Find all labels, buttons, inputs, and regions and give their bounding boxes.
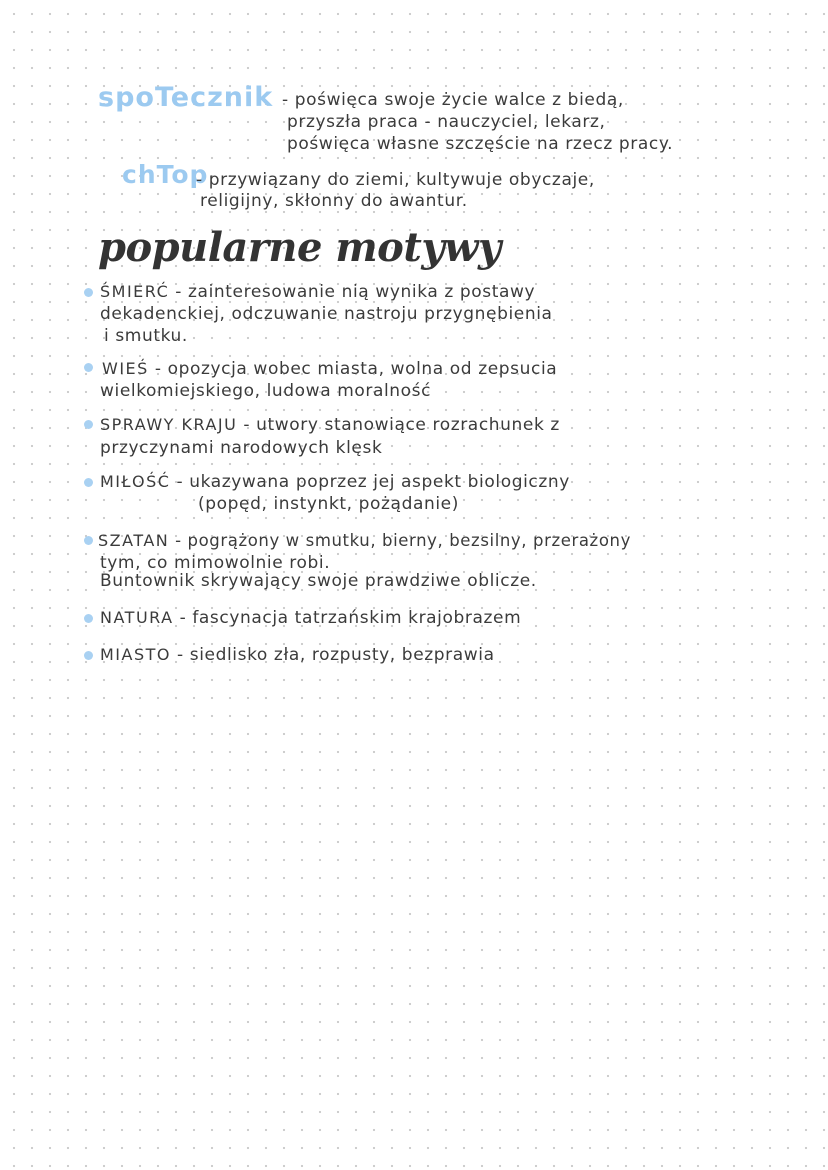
motif-line: dekadenckiej, odczuwanie nastroju przygnębienia	[100, 304, 553, 324]
motif-line: (popęd, instynkt, pożądanie)	[198, 494, 459, 514]
motif-name: ŚMIERĆ	[100, 282, 170, 301]
bullet-dot	[84, 363, 93, 372]
motif-row	[100, 645, 495, 665]
motif-row	[100, 608, 521, 628]
bullet-dot	[84, 651, 93, 660]
motif-text: - utwory stanowiące rozrachunek z	[243, 415, 560, 435]
motif-line: i smutku.	[104, 326, 188, 346]
section-heading: popularne motywy	[98, 224, 501, 271]
motif-name: MIASTO	[100, 645, 171, 664]
motif-text: - opozycja wobec miasta, wolna od zepsucia	[154, 359, 558, 379]
motif-line: wielkomiejskiego, ludowa moralność	[100, 381, 432, 401]
bullet-dot	[84, 478, 93, 487]
motif-text: - pogrążony w smutku, bierny, bezsilny, przerażony	[175, 531, 631, 550]
motif-row	[98, 531, 631, 550]
definition-line: religijny, skłonny do awantur.	[200, 191, 468, 211]
bullet-dot	[84, 420, 93, 429]
motif-name: SZATAN	[98, 531, 170, 550]
motif-text: - zainteresowanie nią wynika z postawy	[175, 282, 536, 302]
motif-row	[100, 415, 560, 435]
definition-line: przyszła praca - nauczyciel, lekarz,	[287, 112, 606, 132]
bullet-dot	[84, 288, 93, 297]
motif-name: SPRAWY KRAJU	[100, 415, 238, 434]
motif-name: WIEŚ	[102, 359, 149, 378]
term-spolecznik: spoTecznik	[98, 82, 274, 113]
motif-line: przyczynami narodowych klęsk	[100, 438, 383, 458]
bullet-dot	[84, 536, 93, 545]
bullet-dot	[84, 614, 93, 623]
motif-row	[102, 359, 557, 379]
definition-line: poświęca własne szczęście na rzecz pracy.	[287, 134, 674, 154]
motif-text: - fascynacja tatrzańskim krajobrazem	[179, 608, 522, 628]
motif-name: NATURA	[100, 608, 174, 627]
motif-row	[100, 282, 535, 302]
definition-line: - przywiązany do ziemi, kultywuje obyczaje,	[196, 170, 595, 190]
motif-text: - ukazywana poprzez jej aspekt biologiczny	[176, 472, 570, 492]
motif-row	[100, 472, 570, 492]
motif-text: - siedlisko zła, rozpusty, bezprawia	[177, 645, 495, 665]
motif-name: MIŁOŚĆ	[100, 472, 171, 491]
term-chlop: chTop	[122, 160, 209, 189]
motif-line: tym, co mimowolnie robi.	[100, 553, 331, 573]
definition-line: - poświęca swoje życie walce z biedą,	[282, 90, 624, 110]
motif-line: Buntownik skrywający swoje prawdziwe oblicze.	[100, 571, 537, 591]
